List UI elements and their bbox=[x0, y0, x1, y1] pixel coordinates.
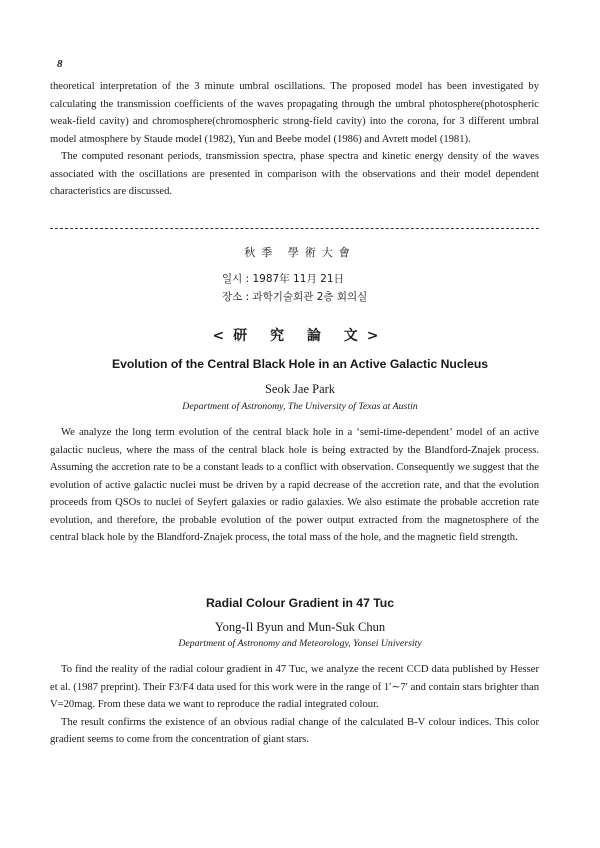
paper-affiliation: Department of Astronomy and Meteorology, Yonsei University bbox=[178, 638, 422, 649]
abstract-paragraph: The computed resonant periods, transmission spectra, phase spectra and kinetic energy density of the waves associated with the oscillations are presented in comparison with the observations and their model dependent characteristics are discussed. bbox=[50, 151, 539, 197]
paper-authors: Yong-Il Byun and Mun-Suk Chun bbox=[214, 620, 386, 634]
continued-abstract bbox=[50, 78, 539, 201]
meeting-title: 秋季 學術大會 bbox=[244, 246, 356, 259]
paper-affiliation: Department of Astronomy, The University of Texas at Austin bbox=[182, 401, 418, 412]
paper-abstract bbox=[50, 424, 539, 547]
paper-authors: Seok Jae Park bbox=[264, 382, 336, 396]
meeting-place: 장소 : 과학기술회관 2층 회의실 bbox=[222, 291, 368, 303]
page-number: 8 bbox=[57, 58, 63, 70]
abstract-paragraph: To find the reality of the radial colour gradient in 47 Tuc, we analyze the recent CCD data published by Hesser et al. (1987 preprint). Their F3/F4 data used for this work were in the range of 1′∼7′ and contain stars brighter than V=20mag. From these data we want to reproduce the radial integrated colour. bbox=[50, 664, 539, 710]
abstract-paragraph: We analyze the long term evolution of the central black hole in a ‘semi-time-dependent’ model of an active galactic nucleus, where the mass of the central black hole is being extracted by the Blandford-Znajek process. Assuming the accretion rate to be a constant leads to a conflict with observation. Consequently we suggest that the evolution of active galactic nuclei must be driven by a rapid decrease of the accretion rate, and that the evolution proceeds from QSOs to nuclei of Seyfert galaxies or radio galaxies. We also estimate the probable accretion rate evolution, and therefore, the probable evolution of the power output extracted from the magnetosphere of the central black hole by the Blandford-Znajek process, the total mass of the hole, and the magnetic field strength. bbox=[50, 427, 539, 543]
paper-abstract bbox=[50, 661, 539, 749]
section-heading: <研 究 論 文> bbox=[212, 328, 388, 344]
paper-title: Radial Colour Gradient in 47 Tuc bbox=[205, 596, 395, 610]
abstract-paragraph: theoretical interpretation of the 3 minute umbral oscillations. The proposed model has been investigated by calculating the transmission coefficients of the waves propagating through the umbral photosphere(photospheric weak-field cavity) and chromosphere(chromospheric strong-field cavity) into the corona, for 3 different umbral model atmosphere by Staude model (1982), Yun and Beebe model (1986) and Avrett model (1981). bbox=[50, 81, 539, 145]
abstract-paragraph: The result confirms the existence of an obvious radial change of the calculated B-V colour indices. This color gradient seems to come from the concentration of giant stars. bbox=[50, 716, 539, 745]
paper-title: Evolution of the Central Black Hole in an Active Galactic Nucleus bbox=[111, 357, 489, 371]
section-divider bbox=[50, 228, 539, 229]
meeting-date: 일시 : 1987年 11月 21日 bbox=[222, 273, 345, 285]
